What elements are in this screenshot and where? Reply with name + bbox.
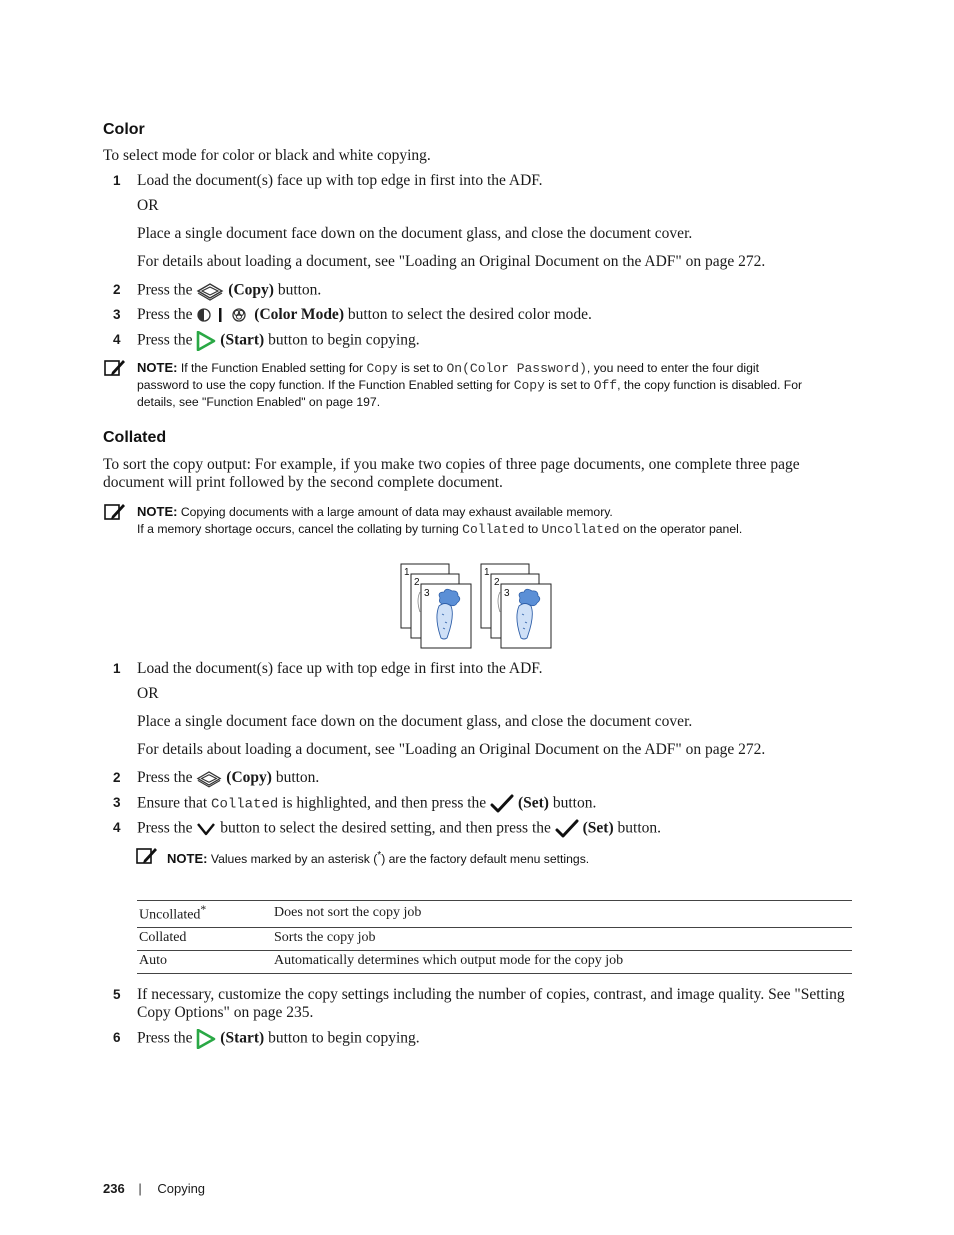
start-button-icon — [196, 1029, 216, 1049]
note-code: Off — [593, 378, 618, 393]
step-text — [137, 794, 596, 814]
note-code: Collated — [462, 522, 525, 537]
step-number: 3 — [113, 307, 121, 322]
step-post: button. — [552, 794, 597, 812]
table-row — [137, 901, 852, 928]
step-post: button. — [275, 769, 320, 787]
set-checkmark-icon — [555, 819, 579, 839]
step-number: 5 — [113, 987, 121, 1002]
step-post: button to select the desired color mode. — [347, 306, 592, 323]
step-or: OR — [137, 685, 159, 702]
page-number: 236 — [103, 1181, 125, 1196]
step-alt: Place a single document face down on the document glass, and close the document cover. — [137, 713, 693, 730]
page-number: 2 — [414, 577, 420, 588]
collated-stacks-figure — [398, 562, 556, 652]
page-footer — [103, 1181, 205, 1196]
note-line — [137, 521, 849, 538]
step-pre: Press the — [137, 306, 193, 323]
default-mark: * — [200, 903, 207, 916]
chapter-name: Copying — [157, 1181, 206, 1196]
note-pencil-icon — [104, 358, 126, 378]
asterisk-mark: * — [377, 850, 382, 861]
page-number: 2 — [494, 577, 500, 588]
start-button-label: (Start) — [220, 331, 265, 349]
step-number: 6 — [113, 1030, 121, 1045]
step-line: If necessary, customize the copy settings including the number of copies, contrast, and image quality. See "Setting — [137, 986, 845, 1003]
note-text: , the copy function is disabled. For — [617, 378, 803, 392]
step-code: Collated — [211, 796, 279, 813]
start-button-icon — [196, 331, 216, 351]
step-pre: Press the — [137, 819, 193, 837]
table-cell-description: Automatically determines which output mode for the copy job — [272, 950, 852, 973]
step-number: 4 — [113, 820, 121, 835]
note-text: password to use the copy function. If the Function Enabled setting for — [137, 378, 511, 392]
note-line — [137, 394, 849, 411]
setting-name: Collated — [139, 930, 187, 946]
note-text: to — [527, 522, 539, 536]
intro-line: document will print followed by the second complete document. — [103, 474, 503, 491]
step-line: Copy Options" on page 235. — [137, 1004, 314, 1021]
step-text — [137, 986, 845, 1022]
step-pre: Press the — [137, 281, 193, 299]
color-mode-button-icon — [196, 306, 250, 324]
step-text — [137, 1029, 420, 1049]
copy-button-icon — [196, 281, 224, 301]
page-number: 1 — [484, 567, 490, 578]
step-text: Load the document(s) face up with top edge in first into the ADF. — [137, 660, 543, 677]
page-number: 1 — [404, 567, 410, 578]
table-cell-setting — [137, 950, 272, 973]
step-number: 2 — [113, 282, 121, 297]
table-row — [137, 927, 852, 950]
step-number: 1 — [113, 661, 121, 676]
note-text: If a memory shortage occurs, cancel the collating by turning — [137, 522, 459, 536]
note-text: Copying documents with a large amount of data may exhaust available memory. — [180, 505, 613, 519]
color-mode-button-label: (Color Mode) — [254, 306, 344, 323]
collate-options-table — [137, 900, 852, 974]
step-post: button to begin copying. — [268, 331, 420, 349]
set-button-label: (Set) — [517, 794, 549, 812]
step-number: 2 — [113, 770, 121, 785]
note-block — [137, 359, 849, 411]
step-details: For details about loading a document, see "Loading an Original Document on the ADF" on page 272. — [137, 253, 766, 270]
note-text: is set to — [548, 378, 591, 392]
note-text: is set to — [401, 361, 444, 375]
note-code: On(Color Password) — [446, 361, 587, 376]
note-line — [137, 359, 849, 377]
page-number: 3 — [424, 588, 430, 599]
table-cell-description: Sorts the copy job — [272, 927, 852, 950]
step-alt: Place a single document face down on the document glass, and close the document cover. — [137, 225, 693, 242]
set-button-label: (Set) — [582, 819, 614, 837]
page-number: 3 — [504, 588, 510, 599]
step-pre: Press the — [137, 769, 193, 787]
note-label: NOTE: — [137, 504, 178, 519]
down-arrow-icon — [196, 821, 216, 837]
copy-button-icon — [196, 769, 222, 788]
step-pre: Press the — [137, 1029, 193, 1047]
step-post: button. — [617, 819, 662, 837]
step-post: button to begin copying. — [268, 1029, 420, 1047]
note-text: ) are the factory default menu settings. — [381, 852, 590, 867]
note-block — [137, 503, 849, 538]
step-text — [137, 819, 661, 839]
note-pencil-icon — [136, 846, 158, 866]
step-text — [137, 306, 592, 324]
heading-color: Color — [103, 121, 145, 138]
step-text — [137, 331, 420, 351]
footer-separator: | — [138, 1181, 142, 1196]
table-row — [137, 950, 852, 973]
step-pre: Ensure that — [137, 794, 208, 812]
step-text — [137, 281, 321, 301]
step-mid: is highlighted, and then press the — [282, 794, 487, 812]
note-text: details, see "Function Enabled" on page 197. — [137, 395, 381, 409]
step-mid: button to select the desired setting, and then press the — [220, 819, 551, 837]
page-stack — [401, 564, 471, 648]
set-checkmark-icon — [490, 794, 514, 814]
setting-name: Uncollated — [139, 907, 201, 923]
copy-button-label: (Copy) — [228, 281, 274, 299]
start-button-label: (Start) — [220, 1029, 265, 1047]
note-text: Values marked by an asterisk ( — [210, 852, 378, 867]
step-details: For details about loading a document, see "Loading an Original Document on the ADF" on page 272. — [137, 741, 766, 758]
table-cell-setting — [137, 927, 272, 950]
heading-collated: Collated — [103, 429, 167, 446]
copy-button-label: (Copy) — [226, 769, 272, 787]
step-pre: Press the — [137, 331, 193, 349]
table-cell-setting — [137, 901, 272, 928]
intro-line: To sort the copy output: For example, if you make two copies of three page documents, one complete three page — [103, 456, 800, 473]
note-line — [137, 377, 849, 394]
step-or: OR — [137, 197, 159, 214]
note-block — [167, 847, 589, 868]
collated-intro — [103, 456, 800, 492]
note-pencil-icon — [104, 502, 126, 522]
setting-name: Auto — [139, 953, 167, 969]
note-label: NOTE: — [167, 851, 208, 867]
color-intro: To select mode for color or black and white copying. — [103, 147, 431, 164]
note-label: NOTE: — [137, 360, 178, 375]
note-text: on the operator panel. — [622, 522, 743, 536]
note-code: Copy — [513, 378, 545, 393]
step-text — [137, 769, 319, 788]
step-number: 4 — [113, 332, 121, 347]
step-text: Load the document(s) face up with top edge in first into the ADF. — [137, 172, 543, 189]
note-code: Uncollated — [541, 522, 620, 537]
note-text: If the Function Enabled setting for — [180, 361, 364, 375]
note-code: Copy — [366, 361, 398, 376]
step-number: 1 — [113, 173, 121, 188]
step-post: button. — [277, 281, 322, 299]
step-number: 3 — [113, 795, 121, 810]
page-stack — [481, 564, 551, 648]
note-line — [137, 503, 849, 521]
note-text: , you need to enter the four digit — [586, 361, 760, 375]
table-cell-description: Does not sort the copy job — [272, 901, 852, 928]
